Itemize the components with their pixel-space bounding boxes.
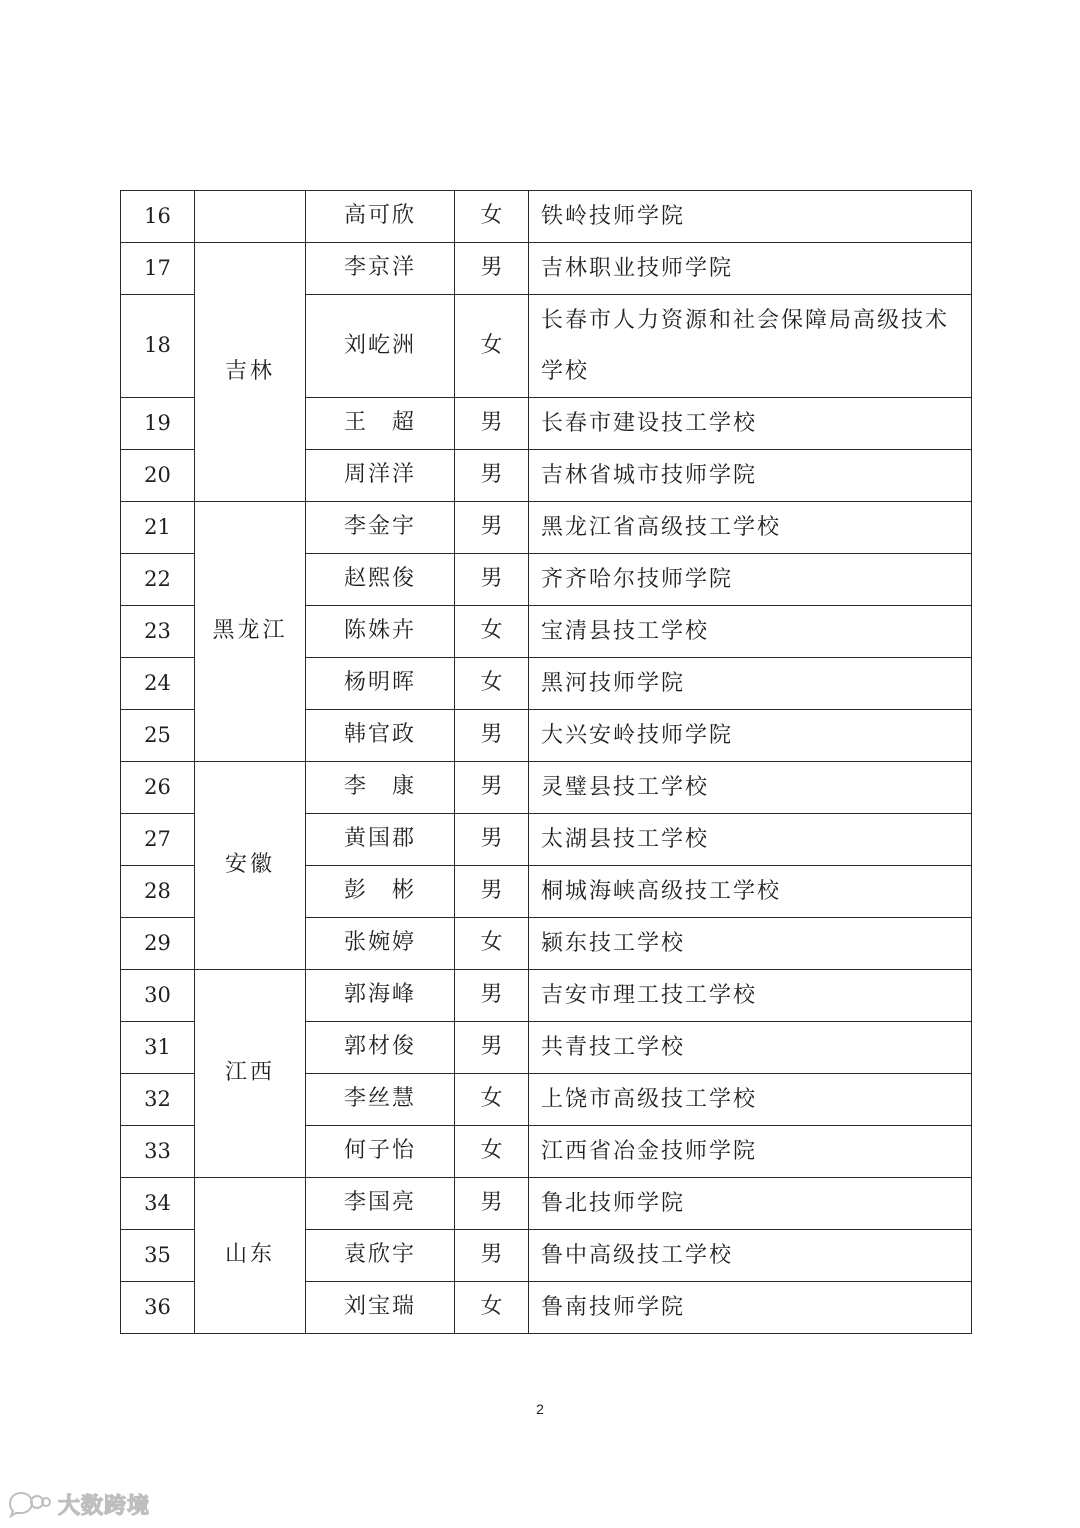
row-number: 17 [121,243,195,295]
speech-bubble-logo-icon [6,1490,52,1518]
school-cell: 宝清县技工学校 [529,606,972,658]
table-row [121,243,972,295]
name-cell: 王 超 [306,398,455,450]
row-number: 16 [121,191,195,243]
gender-cell: 女 [455,1282,529,1334]
table-row [121,1178,972,1230]
gender-cell: 女 [455,658,529,710]
name-cell: 高可欣 [306,191,455,243]
row-number: 26 [121,762,195,814]
gender-cell: 女 [455,918,529,970]
table-row [121,970,972,1022]
watermark [6,1488,150,1520]
gender-cell: 男 [455,450,529,502]
gender-cell: 男 [455,502,529,554]
gender-cell: 男 [455,762,529,814]
school-cell: 桐城海峡高级技工学校 [529,866,972,918]
row-number: 31 [121,1022,195,1074]
school-cell: 上饶市高级技工学校 [529,1074,972,1126]
row-number: 29 [121,918,195,970]
school-cell: 吉林职业技师学院 [529,243,972,295]
row-number: 33 [121,1126,195,1178]
gender-cell: 女 [455,1074,529,1126]
school-cell: 齐齐哈尔技师学院 [529,554,972,606]
school-cell: 江西省冶金技师学院 [529,1126,972,1178]
table-row [121,191,972,243]
name-cell: 李 康 [306,762,455,814]
school-cell: 铁岭技师学院 [529,191,972,243]
gender-cell: 女 [455,295,529,398]
name-cell: 刘宝瑞 [306,1282,455,1334]
watermark-text: 大数跨境 [58,1493,151,1519]
province-cell: 安徽 [195,762,306,970]
roster-table [120,190,972,1334]
school-cell: 吉安市理工技工学校 [529,970,972,1022]
name-cell: 黄国郡 [306,814,455,866]
row-number: 25 [121,710,195,762]
name-cell: 杨明晖 [306,658,455,710]
gender-cell: 女 [455,606,529,658]
name-cell: 张婉婷 [306,918,455,970]
school-cell: 长春市建设技工学校 [529,398,972,450]
school-cell: 鲁南技师学院 [529,1282,972,1334]
name-cell: 郭材俊 [306,1022,455,1074]
name-cell: 刘屹洲 [306,295,455,398]
school-cell: 鲁北技师学院 [529,1178,972,1230]
row-number: 28 [121,866,195,918]
name-cell: 郭海峰 [306,970,455,1022]
province-cell: 江西 [195,970,306,1178]
school-cell: 吉林省城市技师学院 [529,450,972,502]
school-cell: 黑河技师学院 [529,658,972,710]
row-number: 32 [121,1074,195,1126]
row-number: 35 [121,1230,195,1282]
name-cell: 何子怡 [306,1126,455,1178]
row-number: 21 [121,502,195,554]
row-number: 27 [121,814,195,866]
gender-cell: 女 [455,1126,529,1178]
name-cell: 袁欣宇 [306,1230,455,1282]
gender-cell: 男 [455,1230,529,1282]
gender-cell: 女 [455,191,529,243]
row-number: 36 [121,1282,195,1334]
row-number: 34 [121,1178,195,1230]
gender-cell: 男 [455,814,529,866]
gender-cell: 男 [455,1022,529,1074]
name-cell: 李金宇 [306,502,455,554]
row-number: 24 [121,658,195,710]
row-number: 20 [121,450,195,502]
province-cell [195,191,306,243]
gender-cell: 男 [455,398,529,450]
gender-cell: 男 [455,243,529,295]
school-cell: 颍东技工学校 [529,918,972,970]
school-cell: 大兴安岭技师学院 [529,710,972,762]
school-cell: 鲁中高级技工学校 [529,1230,972,1282]
page-number: 2 [536,1401,544,1417]
row-number: 30 [121,970,195,1022]
province-cell: 山东 [195,1178,306,1334]
school-cell: 灵璧县技工学校 [529,762,972,814]
gender-cell: 男 [455,1178,529,1230]
name-cell: 赵熙俊 [306,554,455,606]
school-cell: 共青技工学校 [529,1022,972,1074]
province-cell: 吉林 [195,243,306,502]
gender-cell: 男 [455,970,529,1022]
school-cell: 太湖县技工学校 [529,814,972,866]
row-number: 23 [121,606,195,658]
province-cell: 黑龙江 [195,502,306,762]
name-cell: 李国亮 [306,1178,455,1230]
table-row [121,762,972,814]
name-cell: 李丝慧 [306,1074,455,1126]
school-cell: 长春市人力资源和社会保障局高级技术学校 [529,295,972,398]
name-cell: 陈姝卉 [306,606,455,658]
table-row [121,502,972,554]
name-cell: 李京洋 [306,243,455,295]
name-cell: 韩官政 [306,710,455,762]
gender-cell: 男 [455,710,529,762]
name-cell: 彭 彬 [306,866,455,918]
gender-cell: 男 [455,554,529,606]
name-cell: 周洋洋 [306,450,455,502]
school-cell: 黑龙江省高级技工学校 [529,502,972,554]
gender-cell: 男 [455,866,529,918]
row-number: 19 [121,398,195,450]
row-number: 22 [121,554,195,606]
row-number: 18 [121,295,195,398]
